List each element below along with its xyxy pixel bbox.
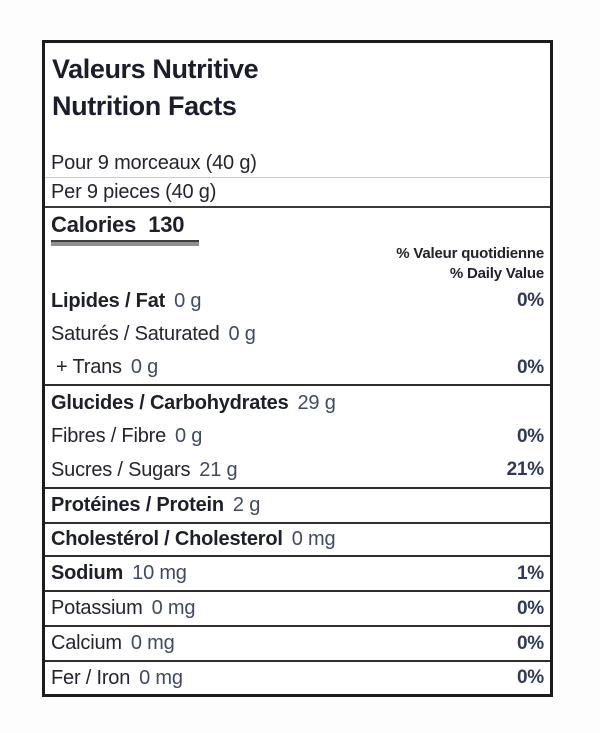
- nutrient-row-fat: [45, 284, 550, 318]
- daily-value-header-en: % Daily Value: [449, 265, 544, 282]
- nutrient-dv: 0%: [516, 632, 544, 654]
- nutrient-amount: 0 mg: [130, 632, 175, 654]
- nutrient-label: Potassium: [51, 597, 143, 619]
- nutrient-amount: 2 g: [232, 494, 261, 516]
- nutrient-label: Saturés / Saturated: [51, 323, 220, 345]
- nutrient-dv: 0%: [516, 425, 544, 447]
- nutrient-dv: 21%: [506, 459, 544, 480]
- nutrient-dv: 0%: [516, 597, 544, 619]
- nutrient-dv: 1%: [516, 562, 544, 584]
- nutrient-label: Fibres / Fibre: [51, 425, 167, 447]
- nutrition-facts-label: [42, 40, 553, 697]
- nutrient-amount: 0 g: [228, 323, 256, 345]
- nutrient-dv: 0%: [516, 667, 544, 688]
- nutrient-row-carbohydrates: [45, 384, 550, 420]
- daily-value-header-fr: % Valeur quotidienne: [396, 245, 544, 262]
- nutrient-label: Protéines / Protein: [51, 494, 224, 516]
- serving-size-en: Per 9 pieces (40 g): [45, 177, 550, 206]
- calories-underline: [51, 240, 199, 246]
- nutrient-label: Sucres / Sugars: [51, 458, 191, 481]
- nutrient-amount: 0 mg: [139, 666, 183, 689]
- calories-value: 130: [148, 212, 185, 237]
- nutrient-dv: 0%: [516, 356, 544, 378]
- label-header: [45, 43, 550, 125]
- nutrient-row-calcium: [45, 625, 550, 660]
- nutrient-label: Fer / Iron: [51, 666, 131, 689]
- nutrient-amount: 0 mg: [151, 597, 196, 619]
- serving-size-fr: Pour 9 morceaux (40 g): [51, 152, 257, 174]
- nutrient-row-trans: [45, 351, 550, 384]
- nutrient-amount: 0 g: [174, 289, 202, 312]
- nutrient-dv: 0%: [516, 290, 544, 311]
- nutrient-amount: 0 g: [130, 356, 159, 378]
- nutrient-row-iron: [45, 660, 550, 694]
- nutrient-label: + Trans: [56, 356, 122, 378]
- nutrient-amount: 29 g: [297, 391, 336, 414]
- nutrient-row-cholesterol: [45, 522, 550, 555]
- nutrient-amount: 21 g: [199, 458, 238, 481]
- nutrient-amount: 0 mg: [291, 528, 336, 550]
- label-title-en: Nutrition Facts: [52, 91, 237, 121]
- label-title-fr: Valeurs Nutritive: [52, 54, 259, 84]
- nutrient-row-potassium: [45, 590, 550, 625]
- nutrient-label: Lipides / Fat: [51, 289, 166, 312]
- calories-row: [45, 208, 550, 244]
- nutrient-row-sugars: [45, 453, 550, 487]
- nutrient-label: Cholestérol / Cholesterol: [51, 528, 283, 550]
- calories-label: Calories: [51, 212, 137, 237]
- nutrient-label: Calcium: [51, 632, 122, 654]
- calories-text: [51, 212, 198, 237]
- nutrient-amount: 0 g: [175, 425, 203, 447]
- nutrient-label: Sodium: [51, 562, 124, 584]
- nutrient-amount: 10 mg: [132, 562, 187, 584]
- nutrient-row-protein: [45, 487, 550, 522]
- nutrient-row-saturated: [45, 318, 550, 351]
- nutrient-label: Glucides / Carbohydrates: [51, 391, 289, 414]
- nutrient-row-fibre: [45, 420, 550, 453]
- nutrient-row-sodium: [45, 555, 550, 590]
